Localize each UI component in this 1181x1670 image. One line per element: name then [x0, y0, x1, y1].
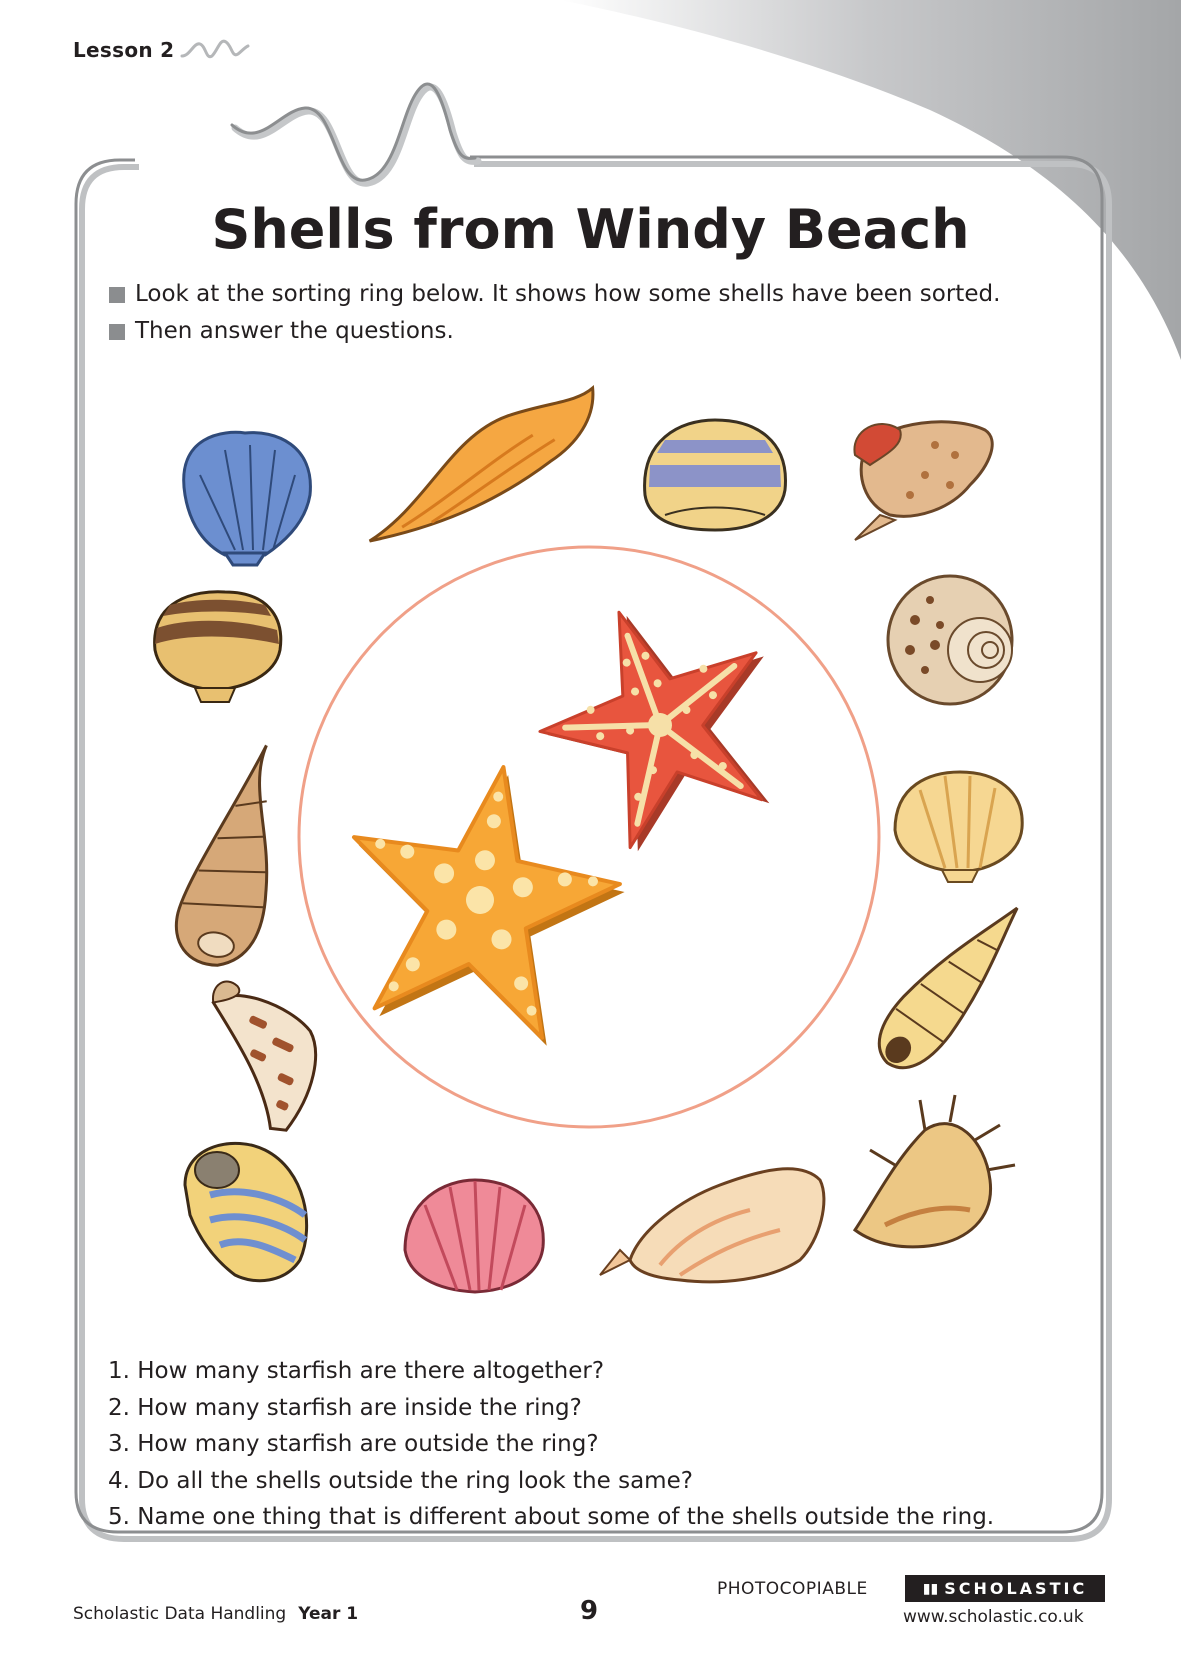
orange-starfish-icon: [324, 744, 642, 1055]
footer-url[interactable]: www.scholastic.co.uk: [903, 1607, 1084, 1627]
instruction-item: Then answer the questions.: [109, 313, 1000, 350]
yellow-scallop-shell-icon: [895, 772, 1022, 882]
sorting-ring: [299, 547, 879, 1127]
striped-cockle-shell-icon: [645, 420, 786, 530]
footer-book-title: Scholastic Data Handling Year 1: [73, 1604, 359, 1624]
lesson-label: Lesson 2: [73, 38, 175, 62]
tall-spiral-shell-icon: [864, 889, 1040, 1083]
spiky-murex-shell-icon: [855, 1095, 1015, 1247]
question-item: 2. How many starfish are inside the ring?: [108, 1394, 582, 1421]
cone-shell-icon: [172, 977, 337, 1136]
spotted-moon-snail-shell-icon: [888, 576, 1012, 704]
book-logo-icon: ▮▮: [922, 1580, 939, 1597]
blue-banded-snail-shell-icon: [185, 1143, 307, 1280]
page-number: 9: [580, 1596, 599, 1626]
blue-scallop-shell-icon: [184, 432, 311, 565]
question-item: 5. Name one thing that is different about some of the shells outside the ring.: [108, 1504, 995, 1530]
footer-year: Year 1: [298, 1604, 359, 1624]
photocopiable-label: PHOTOCOPIABLE: [717, 1579, 868, 1599]
question-item: 4. Do all the shells outside the ring look the same?: [108, 1467, 693, 1494]
questions-list: [108, 1353, 994, 1536]
worksheet-title: Shells from Windy Beach: [211, 198, 970, 261]
spiral-whelk-shell-icon: [600, 1169, 824, 1282]
pink-scallop-shell-icon: [405, 1180, 543, 1292]
auger-shell-icon: [170, 735, 292, 972]
instruction-item: Look at the sorting ring below. It shows how some shells have been sorted.: [109, 276, 1000, 313]
question-item: 1. How many starfish are there altogether?: [108, 1358, 605, 1384]
orange-conch-shell-icon: [346, 388, 616, 542]
red-lip-whelk-shell-icon: [854, 422, 992, 540]
question-item: 3. How many starfish are outside the ring?: [108, 1431, 599, 1457]
red-starfish-icon: [511, 571, 812, 869]
scholastic-logo: ▮▮ SCHOLASTIC: [905, 1575, 1105, 1602]
brown-striped-scallop-shell-icon: [155, 592, 281, 702]
